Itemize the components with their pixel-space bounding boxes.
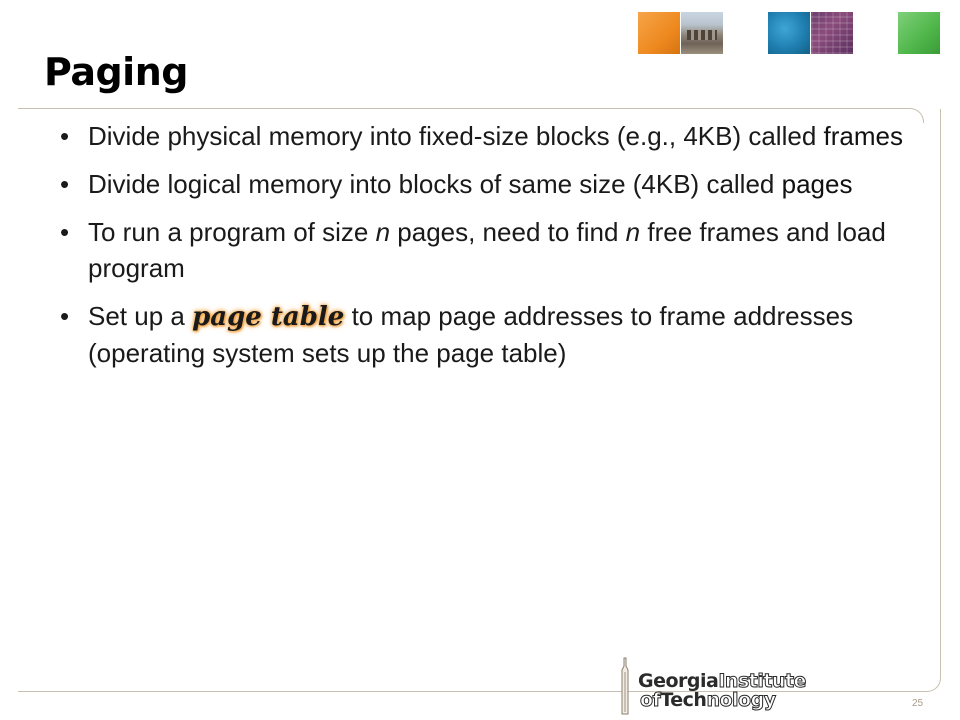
bullet-item <box>60 298 920 371</box>
logo-word-georgia: Georgia <box>638 670 719 692</box>
bullet-text: To run a program of size <box>88 217 376 247</box>
bullet-text: free frames and load program <box>88 217 886 283</box>
bullet-marker: • <box>60 217 70 247</box>
bullet-text: Set up a <box>88 301 193 331</box>
bullet-marker: • <box>60 121 70 151</box>
term-page-table: page table <box>192 302 345 332</box>
bullet-item <box>60 166 920 202</box>
logo-word-nology: nology <box>706 689 776 711</box>
logo-word-of: of <box>640 689 661 711</box>
bullet-marker: • <box>60 301 70 331</box>
logo-wordmark <box>638 672 828 710</box>
bullet-item <box>60 118 920 154</box>
term-frames: frames <box>823 121 903 151</box>
logo-word-tech: Tech <box>660 689 707 711</box>
bullet-text: pages, need to find <box>390 217 626 247</box>
variable-n: n <box>375 217 391 247</box>
bullet-marker: • <box>60 169 70 199</box>
slide-title: Paging <box>44 50 188 94</box>
logo-word-institute: Institute <box>718 670 806 692</box>
logo-line-2 <box>640 691 828 710</box>
circuit-photo-tile <box>811 12 853 54</box>
green-tile <box>898 12 940 54</box>
variable-n: n <box>625 217 641 247</box>
term-pages: pages <box>781 169 853 199</box>
bullet-text: Divide physical memory into fixed-size blocks (e.g., 4KB) called <box>88 121 824 151</box>
georgia-tech-logo <box>616 656 826 718</box>
campus-photo-tile <box>681 12 723 54</box>
bullet-text: Divide logical memory into blocks of same size (4KB) called <box>88 169 782 199</box>
blue-tile <box>768 12 810 54</box>
tower-logo-icon <box>616 656 638 718</box>
orange-tile <box>638 12 680 54</box>
bullet-text: to map page addresses to frame addresses (operating system sets up the page table) <box>88 301 854 368</box>
bullet-item <box>60 214 920 286</box>
header-image-tiles <box>0 12 960 54</box>
slide-number: 25 <box>912 698 924 709</box>
bullet-list <box>60 118 920 383</box>
